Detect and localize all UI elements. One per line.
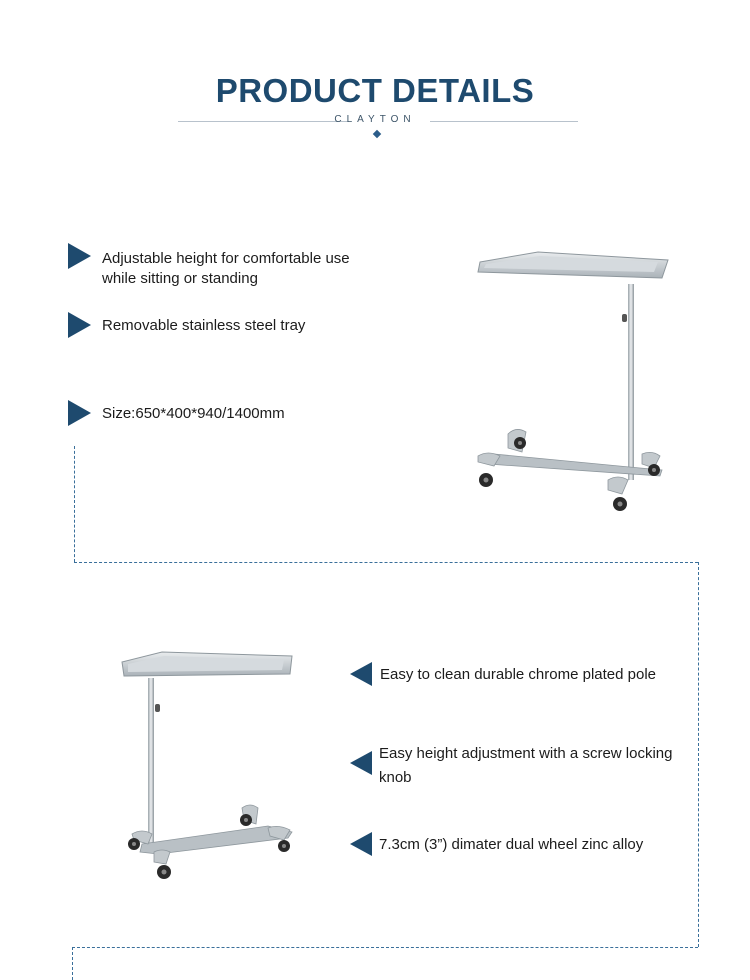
brand-name: CLAYTON — [334, 114, 416, 125]
feature-adjustable-height — [102, 249, 350, 289]
dashed-frame-right — [698, 562, 699, 947]
feature-screw-knob — [379, 742, 672, 790]
feature-removable-tray: Removable stainless steel tray — [102, 317, 306, 334]
triangle-right-icon — [68, 312, 91, 338]
dashed-frame-bottom — [72, 947, 698, 948]
triangle-left-icon — [350, 662, 372, 686]
feature-text-line: while sitting or standing — [102, 270, 258, 287]
diamond-icon — [373, 130, 381, 138]
page-title: PRODUCT DETAILS — [215, 72, 535, 109]
triangle-right-icon — [68, 400, 91, 426]
triangle-left-icon — [350, 832, 372, 856]
feature-text-line: knob — [379, 769, 412, 786]
triangle-left-icon — [350, 751, 372, 775]
trolley-product-image — [470, 248, 670, 520]
feature-text-line: Adjustable height for comfortable use — [102, 250, 350, 267]
dashed-frame-divider — [74, 562, 698, 563]
dashed-frame-left-lower — [72, 947, 73, 980]
triangle-right-icon — [68, 243, 91, 269]
dashed-frame-left — [74, 446, 75, 562]
feature-text-line: Easy height adjustment with a screw locking — [379, 745, 673, 762]
feature-size: Size:650*400*940/1400mm — [102, 405, 285, 422]
feature-chrome-pole: Easy to clean durable chrome plated pole — [380, 666, 657, 683]
feature-wheel: 7.3cm (3”) dimater dual wheel zinc alloy — [379, 836, 644, 853]
trolley-product-image — [118, 648, 298, 884]
